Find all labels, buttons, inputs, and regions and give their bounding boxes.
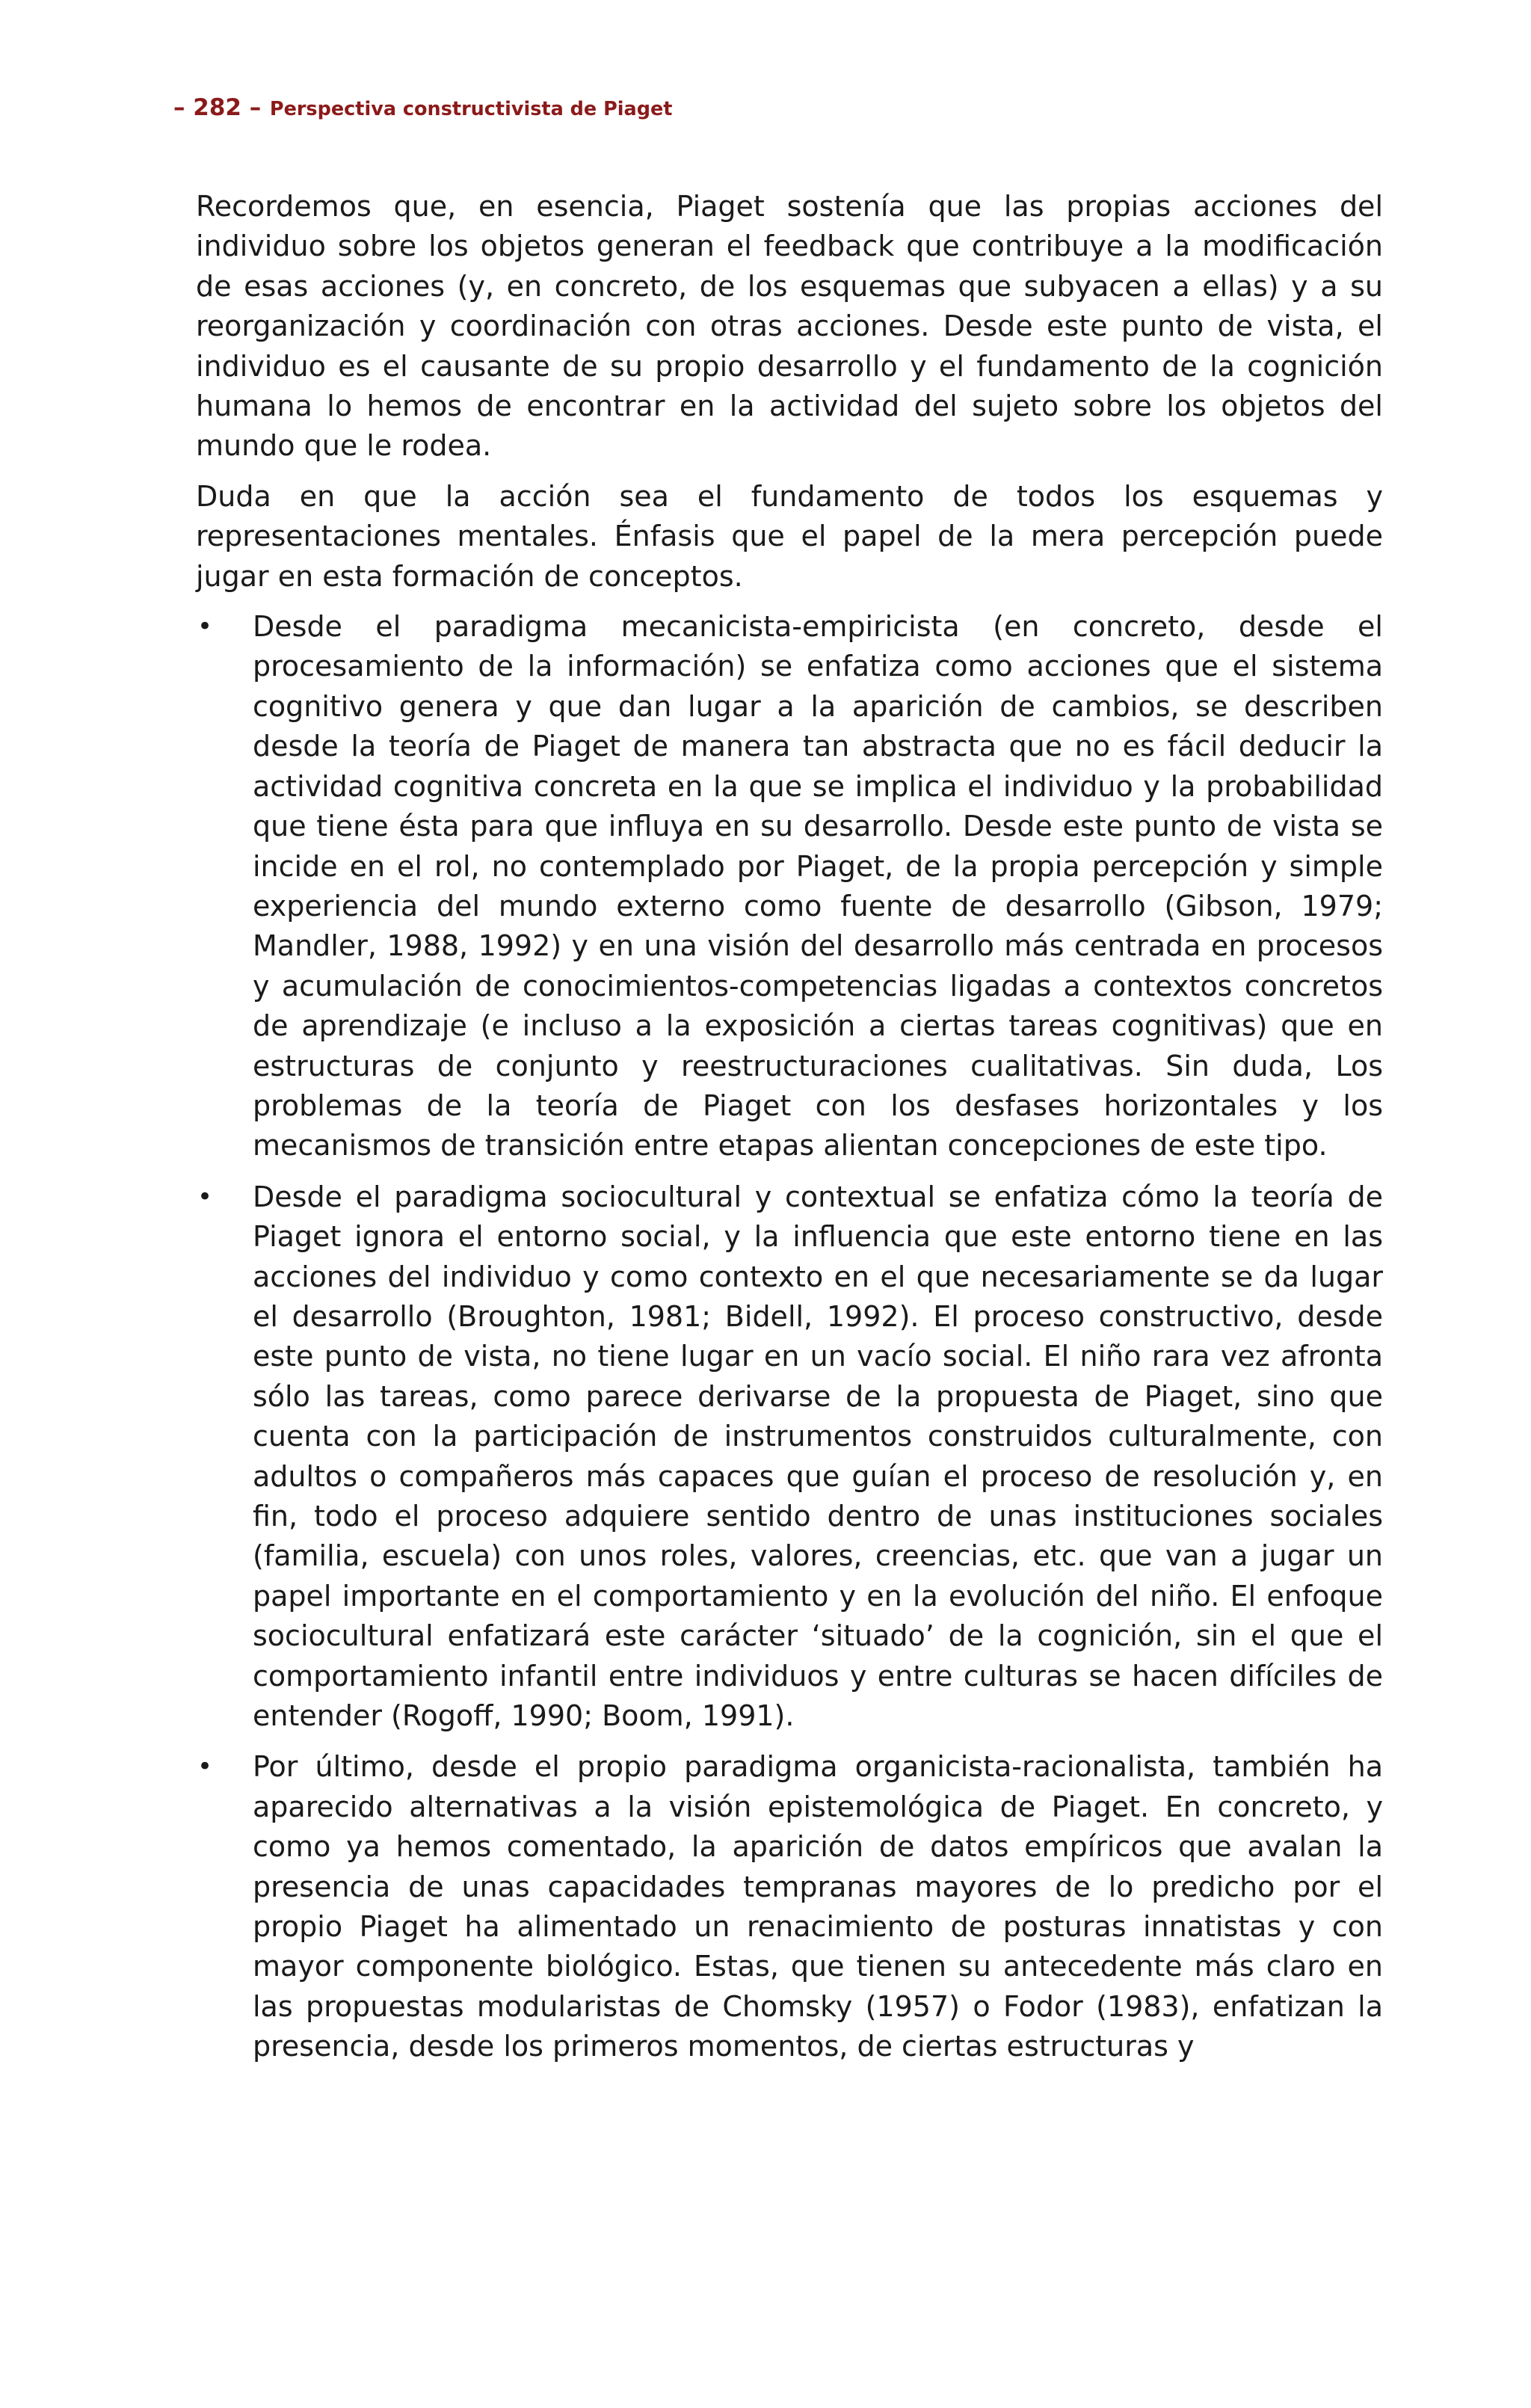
running-title: Perspectiva constructivista de Piaget [269, 98, 673, 120]
list-item [196, 1177, 1383, 1737]
list-item [196, 607, 1383, 1166]
list-item-text: Desde el paradigma mecanicista-empiricista (en concreto, desde el procesamiento de la información) se enfatiza como acciones que el sistema cognitivo genera y que dan lugar a la aparición de cambios, se describen desde la teoría de Piaget de manera tan abstracta que no es fácil deducir la actividad cognitiva concreta en la que se implica el individuo y la probabilidad que tiene ésta para que influya en su desarrollo. Desde este punto de vista se incide en el rol, no contemplado por Piaget, de la propia percepción y simple experiencia del mundo externo como fuente de desarrollo (Gibson, 1979; Mandler, 1988, 1992) y en una visión del desarrollo más centrada en procesos y acumulación de conocimientos-competencias ligadas a contextos concretos de aprendizaje (e incluso a la exposición a ciertas tareas cognitivas) que en estructuras de conjunto y reestructuraciones cualitativas. Sin duda, Los problemas de la teoría de Piaget con los desfases horizontales y los mecanismos de transición entre etapas alientan concepciones de este tipo. [253, 610, 1383, 1163]
bullet-icon: • [197, 1752, 213, 1782]
paragraph: Duda en que la acción sea el fundamento de todos los esquemas y representaciones mentales. Énfasis que el papel de la mera percepción puede jugar en esta formación de conceptos. [196, 479, 1383, 593]
page-number: – 282 – [173, 94, 262, 121]
list-item-text: Por último, desde el propio paradigma organicista-racionalista, también ha aparecido alternativas a la visión epistemológica de Piaget. En concreto, y como ya hemos comentado, la aparición de datos empíricos que avalan la presencia de unas capacidades tempranas mayores de lo predicho por el propio Piaget ha alimentado un renacimiento de posturas innatistas y con mayor componente biológico. Estas, que tienen su antecedente más claro en las propuestas modularistas de Chomsky (1957) o Fodor (1983), enfatizan la presencia, desde los primeros momentos, de ciertas estructuras y [253, 1750, 1383, 2063]
list-item [196, 1747, 1383, 2066]
paragraph: Recordemos que, en esencia, Piaget sostenía que las propias acciones del individuo sobre los objetos generan el feedback que contribuye a la modificación de esas acciones (y, en concreto, de los esquemas que subyacen a ellas) y a su reorganización y coordinación con otras acciones. Desde este punto de vista, el individuo es el causante de su propio desarrollo y el fundamento de la cognición humana lo hemos de encontrar en la actividad del sujeto sobre los objetos del mundo que le rodea. [196, 190, 1383, 463]
bullet-icon: • [197, 1181, 213, 1212]
running-header [173, 94, 672, 121]
list-item-text: Desde el paradigma sociocultural y contextual se enfatiza cómo la teoría de Piaget ignora el entorno social, y la influencia que este entorno tiene en las acciones del individuo y como contexto en el que necesariamente se da lugar el desarrollo (Broughton, 1981; Bidell, 1992). El proceso constructivo, desde este punto de vista, no tiene lugar en un vacío social. El niño rara vez afronta sólo las tareas, como parece derivarse de la propuesta de Piaget, sino que cuenta con la participación de instrumentos construidos culturalmente, con adultos o compañeros más capaces que guían el proceso de resolución y, en fin, todo el proceso adquiere sentido dentro de unas instituciones sociales (familia, escuela) con unos roles, valores, creencias, etc. que van a jugar un papel importante en el comportamiento y en la evolución del niño. El enfoque sociocultural enfatizará este carácter ‘situado’ de la cognición, sin el que el comportamiento infantil entre individuos y entre culturas se hacen difíciles de entender (Rogoff, 1990; Boom, 1991). [253, 1180, 1383, 1733]
bullet-icon: • [197, 612, 213, 642]
body-text [196, 187, 1383, 2078]
bullet-list [196, 607, 1383, 2067]
